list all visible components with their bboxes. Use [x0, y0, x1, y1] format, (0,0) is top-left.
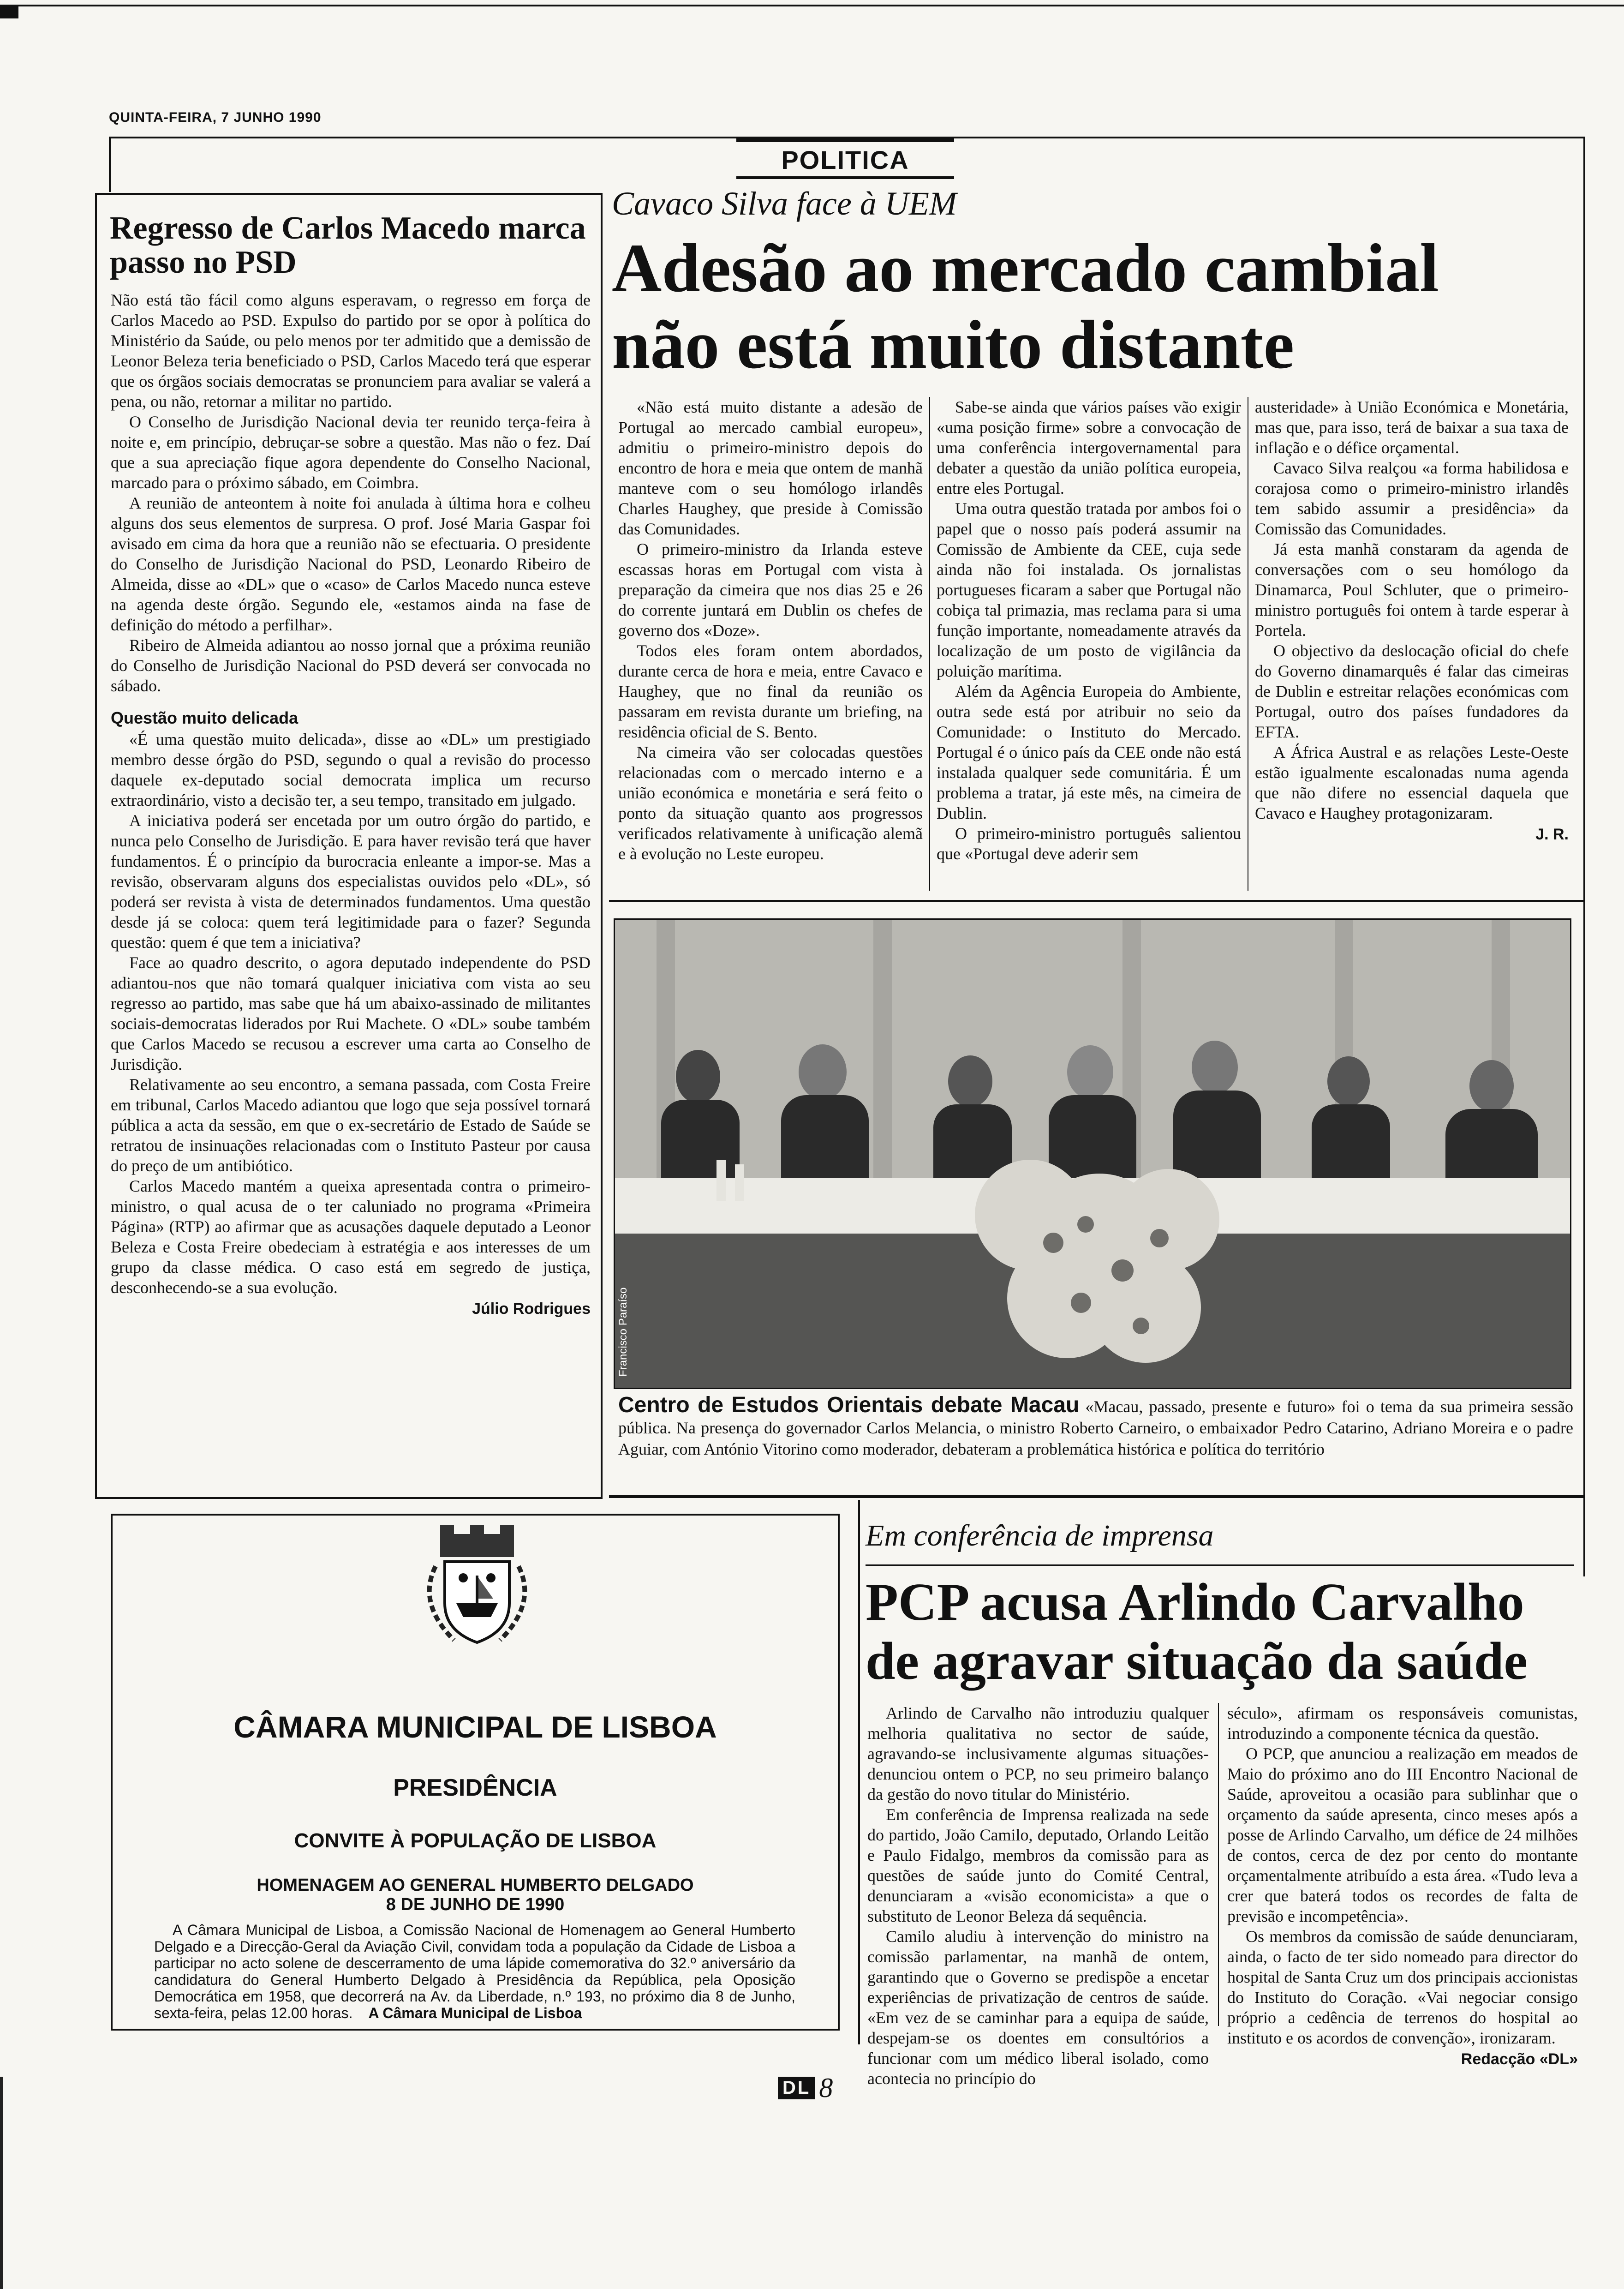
uem-paragraph: Já esta manhã constaram da agenda de conversações com o seu homólogo da Dinamarca, Poul Schluter, que o primeiro-ministro português foi ontem à tarde esperar à Portela.: [1255, 540, 1569, 640]
macedo-paragraph: Carlos Macedo mantém a queixa apresentada contra o primeiro-ministro, o qual acusa de o ter caluniado no programa «Primeira Página» (RTP) ao afirmar que as acusações daquele deputado a Leonor Beleza e Costa Freire obedeciam à estratégia e aos interesses de um grupo da classe médica. O caso está em segredo de justiça, desconhecendo-se a sua evolução.: [111, 1177, 591, 1297]
pcp-left-rule: [858, 1500, 860, 2044]
pcp-kicker: Em conferência de imprensa: [866, 1519, 1214, 1552]
pcp-column-2: [1227, 1703, 1578, 2068]
pcp-paragraph: Em conferência de Imprensa realizada na sede do partido, João Camilo, deputado, Orlando Leitão e Paulo Fidalgo, membros da comissão para as questões de saúde junto do Comité Central, denunciaram a «visão economicista» a que o substituto de Leonor Beleza dá sequência.: [867, 1805, 1209, 1925]
uem-paragraph: Cavaco Silva realçou «a forma habilidosa e corajosa como o primeiro-ministro irlandês tem sabido assumir a presidência» da Comissão das Comunidades.: [1255, 459, 1569, 538]
ad-invite: CONVITE À POPULAÇÃO DE LISBOA: [294, 1829, 657, 1852]
camara-ad: [111, 1514, 840, 2031]
ad-body: A Câmara Municipal de Lisboa, a Comissão Nacional de Homenagem ao General Humberto Delgado e a Direcção-Geral da Aviação Civil, convidam toda a população da Cidade de Lisboa a participar no acto solene de descerramento de uma lápide comemorativa do 32.º aniversário da candidatura do General Humberto Delgado à Presidência da República, pela Oposição Democrática em 1958, que decorrerá na Av. da Liberdade, n.º 193, no próximo dia 8 de Junho, sexta-feira, pelas 12.00 horas.: [154, 1922, 795, 2021]
pcp-paragraph: O PCP, que anunciou a realização em meados de Maio do próximo ano do III Encontro Nacional de Saúde, aproveitou a ocasião para sublinhar que o orçamento da saúde apresenta, cinco meses após a posse de Arlindo Carvalho, um défice de 24 milhões de contos, cerca de dez por cento do montante orçamentalmente atribuído a esta área. «Tudo leva a crer que baterá todos os recordes de falta de previsão e incompetência».: [1227, 1744, 1578, 1925]
photo-caption-title: Centro de Estudos Orientais debate Macau: [618, 1393, 1080, 1417]
pcp-column-divider: [1218, 1703, 1219, 2026]
uem-bottom-rule: [609, 900, 1585, 902]
uem-headline-line2: não está muito distante: [612, 306, 1295, 383]
uem-paragraph: «Não está muito distante a adesão de Portugal ao mercado cambial europeu», admitiu o primeiro-ministro depois do encontro de hora e meia que ontem de manhã manteve com o seu homólogo irlandês Charles Haughey, que preside à Comissão das Comunidades.: [618, 398, 923, 538]
macedo-paragraph: A reunião de anteontem à noite foi anulada à última hora e colheu alguns dos seus elementos de surpresa. O prof. José Maria Gaspar foi avisado em cima da hora que a reunião não se efectuaria. O presidente do Conselho de Jurisdição Nacional do PSD, Leonardo Ribeiro de Almeida, disse ao «DL» que o «caso» de Carlos Macedo nunca esteve na agenda deste órgão. Segundo ele, «estamos ainda na fase de definição do método a perfilhar».: [111, 494, 591, 634]
uem-paragraph: O primeiro-ministro português salientou que «Portugal deve aderir sem: [937, 824, 1241, 863]
pcp-headline-line1: PCP acusa Arlindo Carvalho: [866, 1573, 1524, 1632]
uem-paragraph: A África Austral e as relações Leste-Oeste estão igualmente escalonadas numa agenda que não difere no essencial daquela que Cavaco e Haughey protagonizaram.: [1255, 743, 1569, 822]
macedo-paragraph: Ribeiro de Almeida adiantou ao nosso jornal que a próxima reunião do Conselho de Jurisdição Nacional do PSD deverá ser convocada no sábado.: [111, 636, 591, 695]
uem-paragraph: Na cimeira vão ser colocadas questões relacionadas com o mercado interno e a união económica e monetária e será feito o ponto da situação quanto aos progressos verificados relativamente à unificação alemã e à evolução no Leste europeu.: [618, 743, 923, 863]
ad-dept: PRESIDÊNCIA: [393, 1774, 557, 1801]
pcp-author: Redacção «DL»: [1461, 2050, 1578, 2068]
macedo-paragraph: «É uma questão muito delicada», disse ao «DL» um prestigiado membro desse órgão do PSD, segundo o qual a revisão do processo daquele ex-deputado social democrata implica um recurso extraordinário, visto a decisão ter, a seu tempo, transitado em julgado.: [111, 730, 591, 809]
uem-paragraph: austeridade» à União Económica e Monetária, mas que, para isso, terá de baixar a sua taxa de inflação e o défice orçamental.: [1255, 398, 1569, 457]
macedo-paragraph: Relativamente ao seu encontro, a semana passada, com Costa Freire em tribunal, Carlos Macedo adiantou que logo que seja possível tornará pública a acta da sessão, em que o ex-secretário de Estado de Saúde se retratou de insinuações relacionadas com o Instituto Pasteur por causa do preço de um antibiótico.: [111, 1075, 591, 1175]
lisbon-coat-of-arms-icon: [408, 1525, 546, 1649]
pcp-kicker-rule: [866, 1564, 1574, 1566]
section-header: [736, 138, 954, 180]
macedo-subhead: Questão muito delicada: [111, 708, 299, 727]
macedo-author: Júlio Rodrigues: [472, 1300, 591, 1318]
pcp-paragraph: século», afirmam os responsáveis comunistas, introduzindo a componente técnica da questão.: [1227, 1704, 1578, 1743]
uem-paragraph: O primeiro-ministro da Irlanda esteve escassas horas em Portugal com vista à preparação da cimeira que nos dias 25 e 26 do corrente juntará em Dublin os chefes de governo dos «Doze».: [618, 540, 923, 640]
uem-headline-line1: Adesão ao mercado cambial: [612, 230, 1439, 306]
ad-event-line1: HOMENAGEM AO GENERAL HUMBERTO DELGADO: [257, 1876, 694, 1895]
pcp-column-1: [867, 1703, 1209, 2088]
macedo-paragraph: Não está tão fácil como alguns esperavam, o regresso em força de Carlos Macedo ao PSD. Expulso do partido por se opor à política do Ministério da Saúde, ou pelo menos por ter admitido que a demissão de Leonor Beleza teria beneficiado o PSD, Carlos Macedo terá que esperar que os órgãos sociais democratas se pronunciem para avaliar se valerá a pena, ou não, retornar a militar no partido.: [111, 291, 591, 411]
uem-paragraph: Uma outra questão tratada por ambos foi o papel que o nosso país poderá assumir na Comissão de Ambiente da CEE, cuja sede ainda não foi instalada. Os jornalistas portugueses ficaram a saber que Portugal não cobiça tal primazia, mas reclama para si uma função importante, nomeadamente através da localização de um posto de vigilância da poluição marítima.: [937, 499, 1241, 680]
dl-logo: DL: [778, 2077, 815, 2099]
uem-column-3: [1255, 397, 1569, 886]
page-number: 8: [819, 2073, 833, 2103]
ad-org: CÂMARA MUNICIPAL DE LISBOA: [233, 1710, 717, 1744]
photo-credit-wrap: [617, 1270, 635, 1386]
macedo-body: [111, 290, 591, 1480]
top-scan-rule: [0, 5, 1624, 6]
page-footer: [778, 2072, 833, 2103]
macedo-headline: Regresso de Carlos Macedo marca passo no PSD: [110, 210, 586, 280]
corner-mark: [0, 5, 18, 18]
uem-column-1: [618, 397, 923, 886]
ad-signature: A Câmara Municipal de Lisboa: [368, 2005, 582, 2021]
photo-caption-text: «Macau, passado, presente e futuro» foi o tema da sua primeira sessão pública. Na presença do governador Carlos Melancia, o ministro Roberto Carneiro, o embaixador Pedro Catarino, Adriano Moreira e o padre Aguiar, com António Vitorino como moderador, debateram a problemática histórica e política do território: [618, 1397, 1574, 1458]
mid-page-rule: [609, 1495, 1585, 1498]
pcp-paragraph: Arlindo de Carvalho não introduziu qualquer melhoria qualitativa no sector de saúde, agravando-se inclusivamente algumas situações- denunciou ontem o PCP, no seu primeiro balanço da gestão do novo titular do Ministério.: [867, 1704, 1209, 1804]
pcp-headline-line2: de agravar situação da saúde: [866, 1632, 1528, 1691]
section-label: POLITICA: [781, 145, 909, 174]
dateline: QUINTA-FEIRA, 7 JUNHO 1990: [109, 110, 322, 125]
pcp-headline: [866, 1573, 1585, 1691]
conference-photo: [614, 918, 1571, 1389]
pcp-paragraph: Camilo aludiu à intervenção do ministro na comissão parlamentar, na manhã de ontem, garantindo que o Governo se predispõe a encetar experiências de privatização de centros de saúde. «Em vez de se caminhar para a equipa de saúde, despejam-se os doentes em consultórios a funcionar com um médico liberal isolado, como acontecia no princípio do: [867, 1927, 1209, 2088]
macedo-paragraph: A iniciativa poderá ser encetada por um outro órgão do partido, e nunca pelo Conselho de Jurisdição. E para haver revisão terá que haver fundamentos. É o princípio da burocracia enleante a impor-se. Mas a revisão, observaram alguns dos especialistas ouvidos pelo «DL», só poderá ser revista à vista de determinados fundamentos. Uma questão desde já se coloca: quem terá legitimidade para o fazer? Segunda questão: quem é que tem a iniciativa?: [111, 811, 591, 952]
page-right-rule: [1583, 137, 1585, 1576]
uem-paragraph: Todos eles foram ontem abordados, durante cerca de hora e meia, entre Cavaco e Haughey, que no final da reunião os passaram em revista durante um briefing, na residência oficial de S. Bento.: [618, 641, 923, 741]
uem-author: J. R.: [1535, 826, 1569, 843]
uem-headline: [612, 230, 1576, 383]
photo-credit: Francisco Paraíso: [617, 1287, 629, 1377]
ad-event: [113, 1876, 838, 1914]
uem-kicker: Cavaco Silva face à UEM: [612, 185, 957, 222]
uem-paragraph: O objectivo da deslocação oficial do chefe do Governo dinamarquês é falar das cimeiras de Dublin e estreitar relações económicas com Portugal, outro dos países fundadores da EFTA.: [1255, 641, 1569, 741]
ad-event-line2: 8 DE JUNHO DE 1990: [386, 1895, 565, 1914]
left-scan-edge: [0, 2077, 3, 2289]
uem-column-divider: [929, 397, 930, 891]
page-left-rule: [109, 137, 111, 192]
macedo-paragraph: O Conselho de Jurisdição Nacional devia ter reunido terça-feira à noite e, em princípio, debruçar-se sobre a questão. Mas não o fez. Daí que a sua apreciação fique agora dependente do Conselho Nacional, marcado para o próximo sábado, em Coimbra.: [111, 413, 591, 492]
macedo-paragraph: Face ao quadro descrito, o agora deputado independente do PSD adiantou-nos que não tomará qualquer iniciativa com vista ao seu regresso ao partido, mas sabe que há um abaixo-assinado de militantes sociais-democratas liderados por Rui Machete. O «DL» soube também que Carlos Macedo se recusou a escrever uma carta ao Conselho de Jurisdição.: [111, 953, 591, 1073]
photo-caption: [618, 1395, 1573, 1460]
uem-paragraph: Sabe-se ainda que vários países vão exigir «uma posição firme» sobre a convocação de uma conferência intergovernamental para debater a questão da união política europeia, entre eles Portugal.: [937, 398, 1241, 497]
photo-image: [615, 920, 1570, 1388]
uem-column-2: [937, 397, 1241, 886]
uem-paragraph: Além da Agência Europeia do Ambiente, outra sede está por atribuir no seio da Comunidade: o Instituto do Mercado. Portugal é o único país da CEE onde não está instalada qualquer sede comunitária. É um problema a tratar, já este mês, na cimeira de Dublin.: [937, 682, 1241, 822]
pcp-paragraph: Os membros da comissão de saúde denunciaram, ainda, o facto de ter sido nomeado para director do hospital de Santa Cruz um dos principais accionistas do Instituto do Coração. «Vai negociar consigo próprio a cedência de terrenos do hospital ao instituto e os acordos de convenção», ironizaram.: [1227, 1927, 1578, 2047]
